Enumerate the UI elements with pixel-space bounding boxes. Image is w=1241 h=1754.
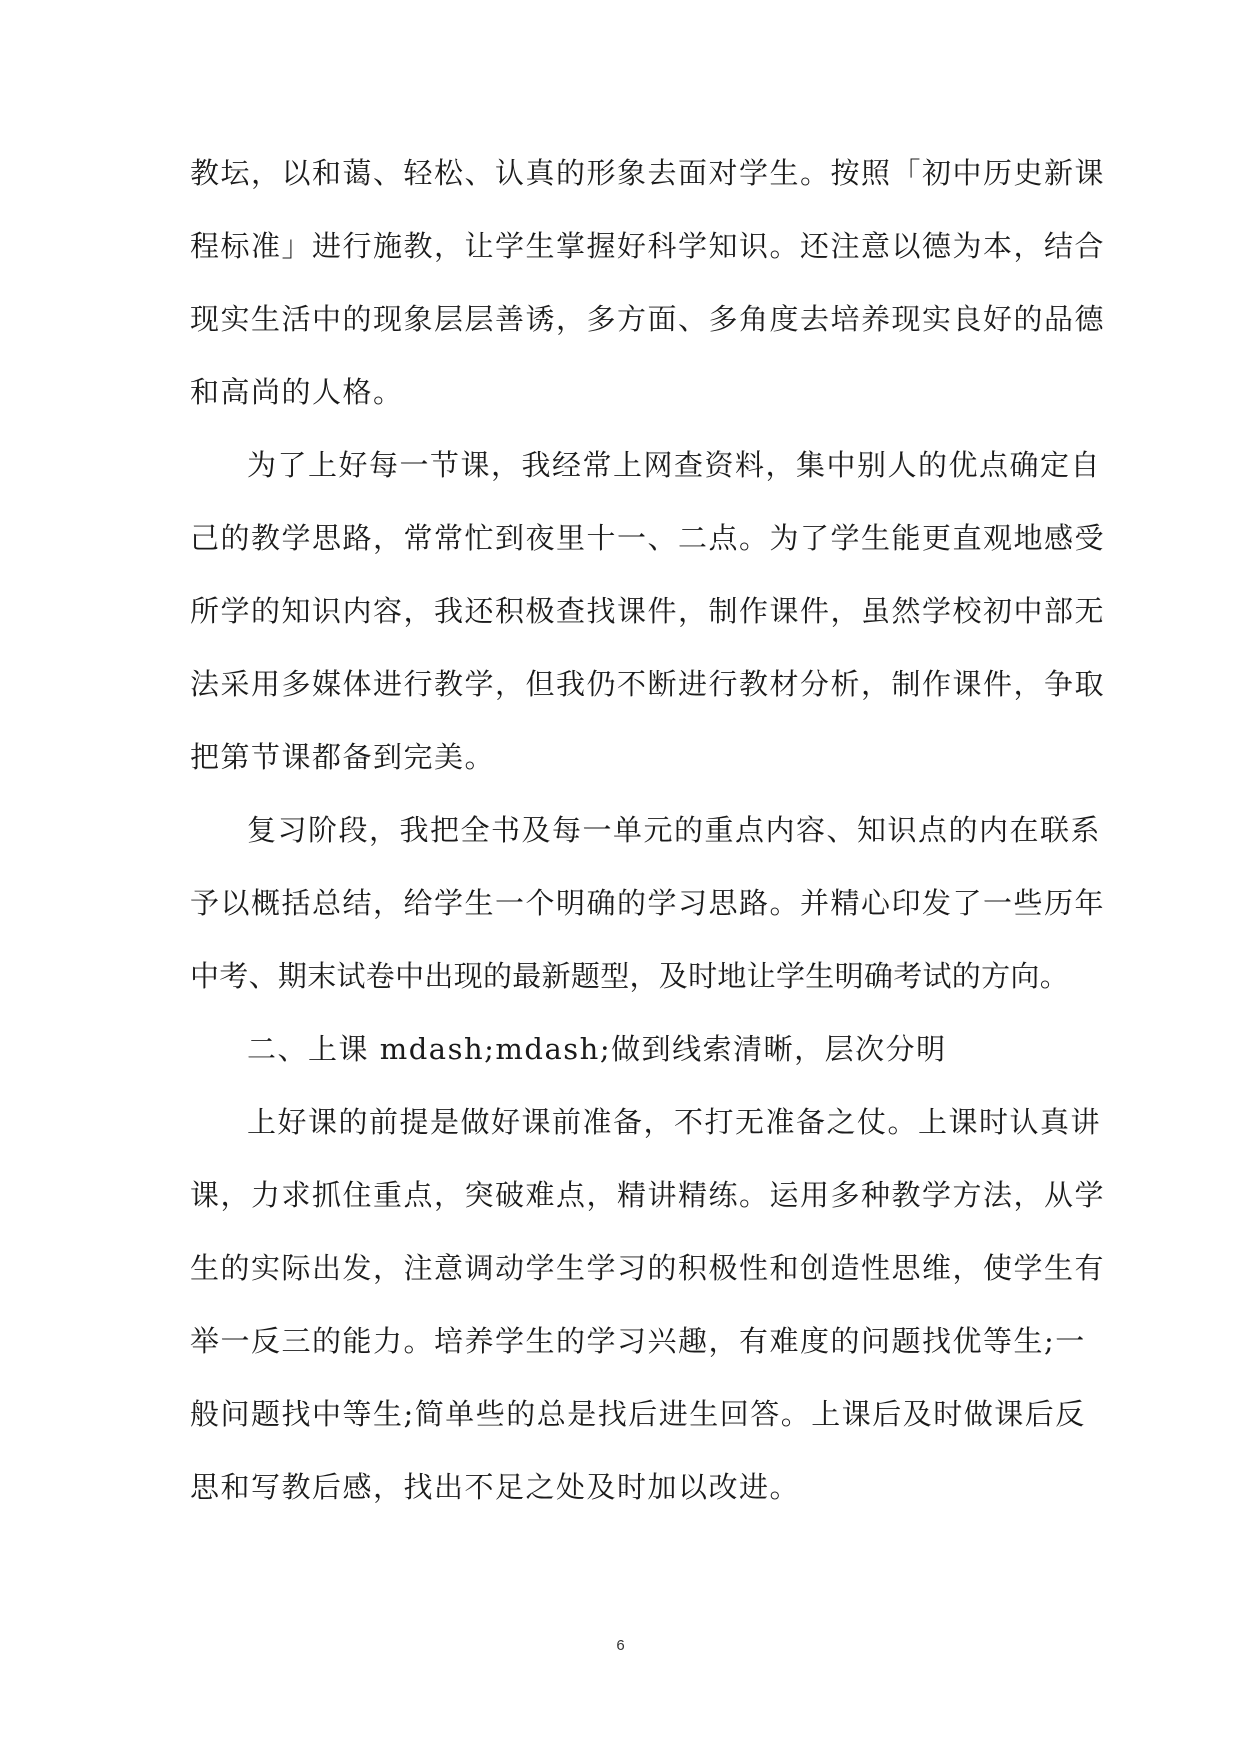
paragraph-2-line-1: 为了上好每一节课，我经常上网查资料，集中别人的优点确定自: [247, 448, 1102, 482]
page-number: 6: [616, 1637, 625, 1654]
paragraph-3-line-3: 中考、期末试卷中出现的最新题型，及时地让学生明确考试的方向。: [190, 959, 1070, 993]
paragraph-3-line-2: 予以概括总结，给学生一个明确的学习思路。并精心印发了一些历年: [190, 886, 1106, 920]
paragraph-2-line-3: 所学的知识内容，我还积极查找课件，制作课件，虽然学校初中部无: [190, 594, 1106, 628]
paragraph-2-line-2: 己的教学思路，常常忙到夜里十一、二点。为了学生能更直观地感受: [190, 521, 1106, 555]
paragraph-1-line-3: 现实生活中的现象层层善诱，多方面、多角度去培养现实良好的品德: [190, 302, 1106, 336]
paragraph-5-line-2: 课，力求抓住重点，突破难点，精讲精练。运用多种教学方法，从学: [190, 1178, 1106, 1212]
paragraph-2-line-5: 把第节课都备到完美。: [190, 740, 496, 774]
paragraph-2-line-4: 法采用多媒体进行教学，但我仍不断进行教材分析，制作课件，争取: [190, 667, 1106, 701]
paragraph-5-line-1: 上好课的前提是做好课前准备，不打无准备之仗。上课时认真讲: [247, 1105, 1102, 1139]
paragraph-5-line-5: 般问题找中等生;简单些的总是找后进生回答。上课后及时做课后反: [190, 1397, 1086, 1431]
paragraph-3-line-1: 复习阶段，我把全书及每一单元的重点内容、知识点的内在联系: [247, 813, 1102, 847]
paragraph-5-line-4: 举一反三的能力。培养学生的学习兴趣，有难度的问题找优等生;一: [190, 1324, 1086, 1358]
section-heading: 二、上课 mdash;mdash;做到线索清晰，层次分明: [247, 1032, 947, 1066]
paragraph-1-line-4: 和高尚的人格。: [190, 375, 404, 409]
paragraph-5-line-6: 思和写教后感，找出不足之处及时加以改进。: [190, 1470, 801, 1504]
paragraph-5-line-3: 生的实际出发，注意调动学生学习的积极性和创造性思维，使学生有: [190, 1251, 1106, 1285]
paragraph-1-line-2: 程标准」进行施教，让学生掌握好科学知识。还注意以德为本，结合: [190, 229, 1106, 263]
paragraph-1-line-1: 教坛，以和蔼、轻松、认真的形象去面对学生。按照「初中历史新课: [190, 156, 1106, 190]
